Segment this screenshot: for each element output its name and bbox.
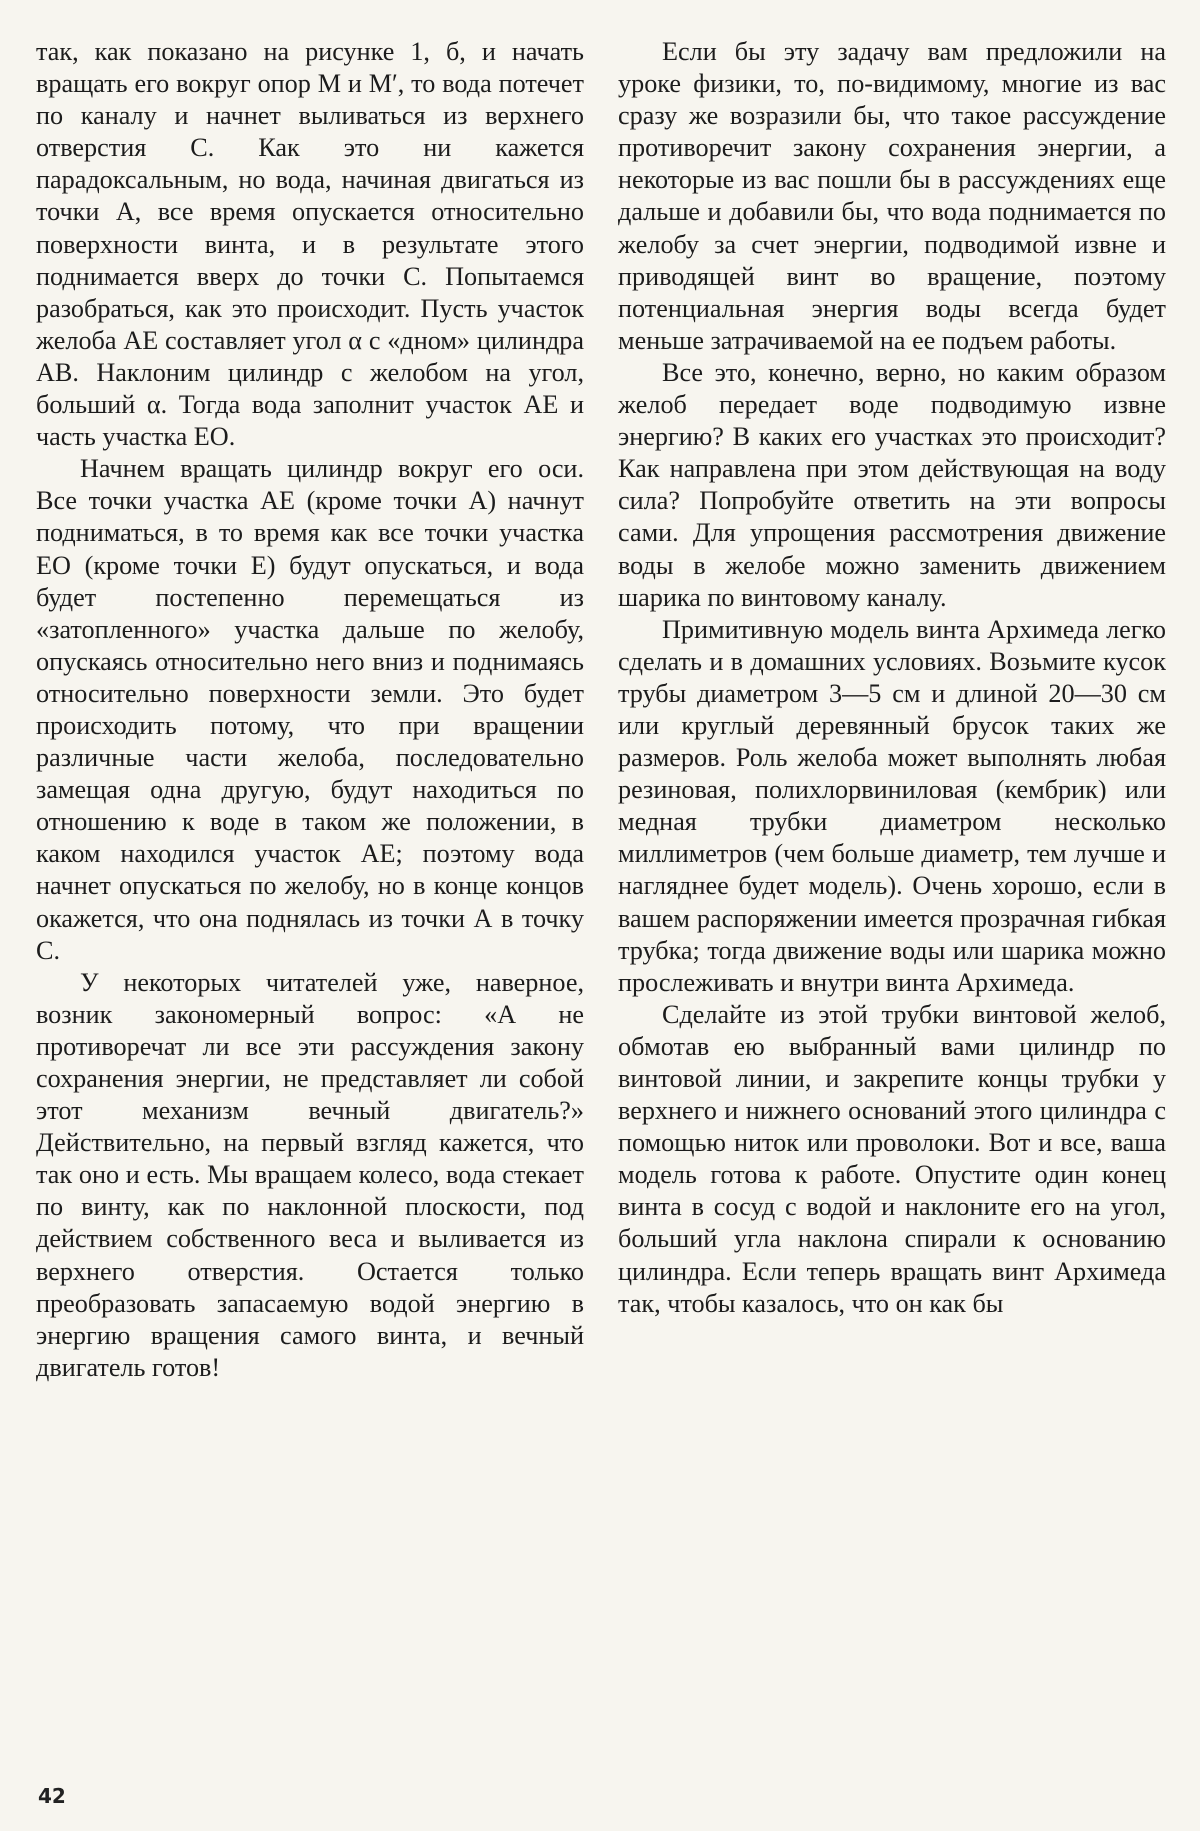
paragraph: так, как показано на рисунке 1, б, и начать вращать его вокруг опор М и М′, то вода потечет по каналу и начнет выливаться из верхнего отверстия С. Как это ни кажется парадоксальным, но вода, начиная двигаться из точки А, все время опускается относительно поверхности винта, и в результате этого поднимается вверх до точки С. Попытаемся разобраться, как это происходит. Пусть участок желоба АЕ составляет угол α с «дном» цилиндра АВ. Наклоним цилиндр с желобом на угол, больший α. Тогда вода заполнит участок АЕ и часть участка ЕО. — [36, 37, 584, 452]
page-number: 42 — [38, 1784, 66, 1808]
paragraph: Примитивную модель винта Архимеда легко сделать и в домашних условиях. Возьмите кусок трубы диаметром 3—5 см и длиной 20—30 см или круглый деревянный брусок таких же размеров. Роль желоба может выполнять любая резиновая, полихлорвиниловая (кембрик) или медная трубки диаметром несколько миллиметров (чем больше диаметр, тем лучше и нагляднее будет модель). Очень хорошо, если в вашем распоряжении имеется прозрачная гибкая трубка; тогда движение воды или шарика можно прослеживать и внутри винта Архимеда. — [618, 614, 1166, 997]
paragraph: Начнем вращать цилиндр вокруг его оси. Все точки участка АЕ (кроме точки А) начнут подниматься, в то время как все точки участка ЕО (кроме точки Е) будут опускаться, и вода будет постепенно перемещаться из «затопленного» участка дальше по желобу, опускаясь относительно него вниз и поднимаясь относительно поверхности земли. Это будет происходить потому, что при вращении различные части желоба, последовательно замещая одна другую, будут находиться по отношению к воде в таком же положении, в каком находился участок АЕ; поэтому вода начнет опускаться по желобу, но в конце концов окажется, что она поднялась из точки А в точку С. — [36, 454, 584, 965]
right-column — [618, 36, 1166, 1320]
paragraph: У некоторых читателей уже, наверное, возник закономерный вопрос: «А не противоречат ли все эти рассуждения закону сохранения энергии, не представляет ли собой этот механизм вечный двигатель?» Действительно, на первый взгляд кажется, что так оно и есть. Мы вращаем колесо, вода стекает по винту, как по наклонной плоскости, под действием собственного веса и выливается из верхнего отверстия. Остается только преобразовать запасаемую водой энергию в энергию вращения самого винта, и вечный двигатель готов! — [36, 967, 584, 1382]
paragraph: Если бы эту задачу вам предложили на уроке физики, то, по-видимому, многие из вас сразу же возразили бы, что такое рассуждение противоречит закону сохранения энергии, а некоторые из вас пошли бы в рассуждениях еще дальше и добавили бы, что вода поднимается по желобу за счет энергии, подводимой извне и приводящей винт во вращение, поэтому потенциальная энергия воды всегда будет меньше затрачиваемой на ее подъем работы. — [618, 37, 1166, 355]
left-column — [36, 36, 584, 1384]
paragraph: Сделайте из этой трубки винтовой желоб, обмотав ею выбранный вами цилиндр по винтовой линии, и закрепите концы трубки у верхнего и нижнего оснований этого цилиндра с помощью ниток или проволоки. Вот и все, ваша модель готова к работе. Опустите один конец винта в сосуд с водой и наклоните его на угол, больший угла наклона спирали к основанию цилиндра. Если теперь вращать винт Архимеда так, чтобы казалось, что он как бы — [618, 999, 1166, 1318]
paragraph: Все это, конечно, верно, но каким образом желоб передает воде подводимую извне энергию? В каких его участках это происходит? Как направлена при этом действующая на воду сила? Попробуйте ответить на эти вопросы сами. Для упрощения рассмотрения движение воды в желобе можно заменить движением шарика по винтовому каналу. — [618, 357, 1166, 612]
